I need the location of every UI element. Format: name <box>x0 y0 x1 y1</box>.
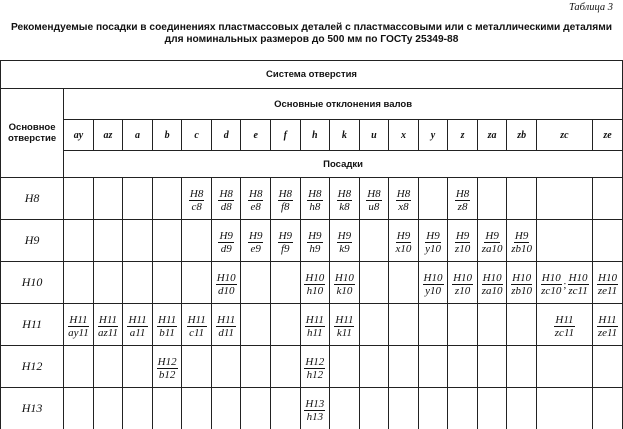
fit-fraction <box>67 314 90 339</box>
fit-cell <box>536 220 592 262</box>
fit-shaft: u8 <box>367 201 380 213</box>
fit-fraction <box>216 314 236 339</box>
fit-cell <box>300 262 330 304</box>
fit-shaft: x8 <box>397 201 409 213</box>
fit-cell <box>64 346 94 388</box>
fit-cell <box>448 262 478 304</box>
fit-cell <box>182 220 212 262</box>
fit-cell <box>536 304 592 346</box>
fit-hole: H8 <box>366 188 381 201</box>
fit-fraction <box>452 272 473 297</box>
fit-fraction <box>424 230 442 255</box>
fit-shaft: k8 <box>338 201 350 213</box>
fit-cell <box>241 388 271 429</box>
fit-cell <box>300 178 330 220</box>
table-row <box>1 346 623 388</box>
fit-fraction <box>540 272 562 297</box>
fit-shaft: z10 <box>454 243 471 255</box>
fit-cell <box>241 304 271 346</box>
fit-shaft: h9 <box>308 243 321 255</box>
fit-cell <box>271 388 301 429</box>
fit-cell <box>507 178 537 220</box>
fit-fraction <box>510 230 533 255</box>
shaft-letter-ze: ze <box>592 120 622 151</box>
fit-shaft: d10 <box>217 285 236 297</box>
shaft-letter-az: az <box>93 120 123 151</box>
fit-shaft: ze11 <box>597 285 618 297</box>
fit-shaft: zc11 <box>567 285 588 297</box>
fit-cell <box>536 388 592 429</box>
shaft-letter-h: h <box>300 120 330 151</box>
fit-cell <box>389 388 419 429</box>
fit-shaft: f9 <box>280 243 291 255</box>
fit-cell <box>300 346 330 388</box>
fit-fraction <box>157 356 178 381</box>
fit-cell <box>271 304 301 346</box>
fit-cell <box>182 304 212 346</box>
fit-hole: H10 <box>541 272 562 285</box>
table-row <box>1 220 623 262</box>
fit-hole: H10 <box>568 272 589 285</box>
fit-fraction <box>218 230 233 255</box>
fit-fraction <box>305 314 325 339</box>
hole-label: H11 <box>1 304 64 346</box>
fit-shaft: h8 <box>308 201 321 213</box>
shaft-letter-d: d <box>211 120 241 151</box>
fit-cell <box>592 388 622 429</box>
fit-fraction <box>278 188 293 213</box>
shaft-letter-ay: ay <box>64 120 94 151</box>
fit-shaft: e8 <box>250 201 262 213</box>
fit-cell <box>448 178 478 220</box>
fit-fraction <box>189 188 204 213</box>
shaft-letter-x: x <box>389 120 419 151</box>
fit-shaft: zb10 <box>510 243 533 255</box>
fit-hole: H8 <box>248 188 263 201</box>
fit-hole: H10 <box>334 272 355 285</box>
fit-cell <box>389 304 419 346</box>
fit-shaft: b12 <box>158 369 177 381</box>
fit-hole: H11 <box>68 314 88 327</box>
fit-cell <box>330 178 360 220</box>
fit-hole: H9 <box>337 230 352 243</box>
fit-fraction <box>334 314 354 339</box>
fit-cell <box>93 220 123 262</box>
fit-hole: H9 <box>455 230 470 243</box>
fit-cell: $\frac{H10}{zc10}$ ; $\frac{H10}{zc11}$ <box>536 262 592 304</box>
fit-fraction <box>396 188 411 213</box>
fit-hole: H8 <box>218 188 233 201</box>
fit-cell <box>592 262 622 304</box>
hole-label: H12 <box>1 346 64 388</box>
fit-cell <box>93 388 123 429</box>
fit-cell <box>448 346 478 388</box>
fit-shaft: h11 <box>306 327 324 339</box>
fit-shaft: x10 <box>395 243 413 255</box>
table-title-line-2: для номинальных размеров до 500 мм по ГОСТу 25349-88 <box>0 34 623 46</box>
fit-hole: H9 <box>307 230 322 243</box>
fit-cell <box>241 346 271 388</box>
fit-fraction <box>510 272 533 297</box>
fit-cell <box>389 262 419 304</box>
fit-cell <box>536 346 592 388</box>
fit-cell <box>152 262 182 304</box>
fits-table <box>0 60 623 429</box>
fit-cell <box>211 178 241 220</box>
fit-cell <box>477 178 507 220</box>
fit-shaft: k11 <box>336 327 353 339</box>
fit-cell <box>359 178 389 220</box>
shaft-letter-zb: zb <box>507 120 537 151</box>
fit-hole: H11 <box>216 314 236 327</box>
fit-shaft: z8 <box>457 201 469 213</box>
fit-fraction <box>423 272 444 297</box>
fit-cell <box>300 304 330 346</box>
fit-cell <box>359 388 389 429</box>
fit-cell <box>592 220 622 262</box>
fit-cell <box>93 304 123 346</box>
deviations-header: Основные отклонения валов <box>64 89 623 120</box>
fit-cell <box>152 388 182 429</box>
fit-hole: H10 <box>452 272 473 285</box>
fit-hole: H9 <box>425 230 440 243</box>
base-hole-header: Основное отверстие <box>1 89 64 178</box>
fit-cell <box>507 388 537 429</box>
fit-hole: H11 <box>157 314 177 327</box>
fit-fraction <box>304 398 325 423</box>
fit-shaft: d8 <box>220 201 233 213</box>
fit-cell <box>330 262 360 304</box>
fit-fraction <box>554 314 575 339</box>
fit-cell <box>418 388 448 429</box>
fit-cell <box>507 262 537 304</box>
fit-cell <box>418 220 448 262</box>
fit-fraction <box>278 230 293 255</box>
fit-cell <box>123 304 153 346</box>
fit-hole: H11 <box>334 314 354 327</box>
fit-cell <box>271 346 301 388</box>
fit-hole: H11 <box>597 314 617 327</box>
hole-label: H13 <box>1 388 64 429</box>
fit-hole: H10 <box>423 272 444 285</box>
shaft-letter-a: a <box>123 120 153 151</box>
fit-cell <box>592 178 622 220</box>
fit-cell <box>64 388 94 429</box>
fit-cell <box>182 388 212 429</box>
fit-cell <box>477 262 507 304</box>
fit-hole: H13 <box>304 398 325 411</box>
fit-cell <box>152 220 182 262</box>
fit-hole: H8 <box>455 188 470 201</box>
fit-cell <box>507 346 537 388</box>
fit-shaft: e9 <box>250 243 262 255</box>
fit-hole: H11 <box>554 314 574 327</box>
fit-shaft: za10 <box>481 243 504 255</box>
fit-shaft: zb10 <box>510 285 533 297</box>
fit-cell <box>389 220 419 262</box>
fit-fraction <box>304 272 325 297</box>
shaft-letters-row <box>1 120 623 151</box>
fit-shaft: y10 <box>424 243 442 255</box>
fit-shaft: f8 <box>280 201 291 213</box>
fit-fraction <box>248 188 263 213</box>
hole-label: H8 <box>1 178 64 220</box>
fit-shaft: za10 <box>481 285 504 297</box>
table-row <box>1 304 623 346</box>
fit-cell <box>123 388 153 429</box>
fit-fraction <box>481 230 504 255</box>
fit-fraction <box>597 314 618 339</box>
fit-shaft: az11 <box>97 327 119 339</box>
fits-header: Посадки <box>64 151 623 178</box>
fit-cell <box>418 262 448 304</box>
fit-cell <box>64 220 94 262</box>
fit-hole: H11 <box>187 314 207 327</box>
fit-cell <box>241 262 271 304</box>
fit-cell <box>359 262 389 304</box>
fit-cell <box>211 220 241 262</box>
fit-cell <box>477 346 507 388</box>
fit-fraction <box>395 230 413 255</box>
fit-cell <box>507 304 537 346</box>
fit-fraction <box>567 272 588 297</box>
fit-fraction <box>334 272 355 297</box>
fit-cell <box>182 178 212 220</box>
fit-shaft: z10 <box>454 285 471 297</box>
fit-cell <box>448 388 478 429</box>
fit-shaft: h10 <box>306 285 325 297</box>
fit-hole: H12 <box>157 356 178 369</box>
fit-fraction <box>337 230 352 255</box>
fit-hole: H11 <box>305 314 325 327</box>
fit-fraction <box>337 188 352 213</box>
fit-cell <box>152 304 182 346</box>
fit-fraction <box>366 188 381 213</box>
fit-cell <box>389 178 419 220</box>
table-row <box>1 262 623 304</box>
hole-label: H9 <box>1 220 64 262</box>
fit-shaft: zc11 <box>554 327 575 339</box>
fit-hole: H9 <box>396 230 411 243</box>
fit-cell <box>241 178 271 220</box>
fit-cell <box>330 346 360 388</box>
fit-cell <box>182 262 212 304</box>
fit-fraction <box>248 230 263 255</box>
fit-shaft: a11 <box>129 327 147 339</box>
system-header: Система отверстия <box>1 61 623 89</box>
fit-fraction <box>218 188 233 213</box>
fit-fraction <box>187 314 207 339</box>
fit-cell <box>418 304 448 346</box>
fit-fraction <box>127 314 147 339</box>
fit-fraction <box>216 272 237 297</box>
fit-cell <box>123 220 153 262</box>
fit-cell <box>592 346 622 388</box>
fit-fraction <box>157 314 177 339</box>
fit-cell <box>448 220 478 262</box>
fit-shaft: b11 <box>158 327 176 339</box>
fit-fraction <box>97 314 119 339</box>
fit-cell <box>300 220 330 262</box>
fit-hole: H10 <box>482 272 503 285</box>
fit-cell <box>477 304 507 346</box>
table-title-line-1: Рекомендуемые посадки в соединениях пластмассовых деталей с пластмассовыми или с металлическими деталями <box>0 22 623 34</box>
fit-fraction <box>597 272 618 297</box>
shaft-letter-b: b <box>152 120 182 151</box>
fit-shaft: y10 <box>424 285 442 297</box>
fit-cell <box>418 178 448 220</box>
fit-shaft: h12 <box>306 369 325 381</box>
fit-hole: H12 <box>304 356 325 369</box>
fit-cell <box>448 304 478 346</box>
fit-cell <box>418 346 448 388</box>
fit-fraction <box>307 188 322 213</box>
fit-hole: H9 <box>484 230 499 243</box>
fit-shaft: c11 <box>188 327 205 339</box>
fit-cell <box>477 220 507 262</box>
fit-shaft: c8 <box>190 201 202 213</box>
fit-cell <box>211 304 241 346</box>
shaft-letter-e: e <box>241 120 271 151</box>
fit-hole: H8 <box>189 188 204 201</box>
fit-cell <box>64 178 94 220</box>
fit-hole: H10 <box>511 272 532 285</box>
fit-cell <box>536 178 592 220</box>
fit-cell <box>211 262 241 304</box>
fit-cell <box>330 220 360 262</box>
fit-cell <box>123 346 153 388</box>
fit-hole: H11 <box>98 314 118 327</box>
fit-hole: H8 <box>396 188 411 201</box>
fit-cell <box>211 346 241 388</box>
fit-cell <box>477 388 507 429</box>
fit-hole: H8 <box>307 188 322 201</box>
shaft-letter-za: za <box>477 120 507 151</box>
fit-hole: H9 <box>248 230 263 243</box>
fit-hole: H9 <box>218 230 233 243</box>
fit-shaft: d9 <box>220 243 233 255</box>
shaft-letter-z: z <box>448 120 478 151</box>
shaft-letter-u: u <box>359 120 389 151</box>
fit-cell <box>241 220 271 262</box>
fit-cell <box>271 220 301 262</box>
fit-hole: H11 <box>127 314 147 327</box>
fit-cell <box>152 346 182 388</box>
table-number: Таблица 3 <box>569 2 613 13</box>
fit-cell <box>359 304 389 346</box>
table-row <box>1 388 623 429</box>
shaft-letter-f: f <box>271 120 301 151</box>
fit-shaft: h13 <box>306 411 325 423</box>
shaft-letter-y: y <box>418 120 448 151</box>
fit-cell <box>152 178 182 220</box>
fit-cell <box>271 262 301 304</box>
fit-fraction <box>307 230 322 255</box>
fit-fraction <box>304 356 325 381</box>
fit-cell <box>359 346 389 388</box>
fit-cell <box>507 220 537 262</box>
fit-shaft: k9 <box>338 243 350 255</box>
fit-hole: H9 <box>514 230 529 243</box>
fit-shaft: ze11 <box>597 327 618 339</box>
fit-hole: H10 <box>216 272 237 285</box>
fit-cell <box>93 346 123 388</box>
fit-cell <box>300 388 330 429</box>
fit-fraction <box>455 188 470 213</box>
fit-shaft: d11 <box>217 327 235 339</box>
fit-cell <box>93 262 123 304</box>
fit-cell <box>359 220 389 262</box>
fit-cell <box>123 178 153 220</box>
fit-cell <box>211 388 241 429</box>
fit-fraction <box>454 230 471 255</box>
fit-shaft: k10 <box>335 285 353 297</box>
fit-fraction <box>481 272 504 297</box>
fit-cell <box>123 262 153 304</box>
fit-cell <box>182 346 212 388</box>
hole-label: H10 <box>1 262 64 304</box>
fit-cell <box>271 178 301 220</box>
fit-shaft: zc10 <box>540 285 562 297</box>
fit-hole: H8 <box>278 188 293 201</box>
table-row <box>1 178 623 220</box>
fit-hole: H10 <box>597 272 618 285</box>
shaft-letter-k: k <box>330 120 360 151</box>
fit-hole: H8 <box>337 188 352 201</box>
fit-hole: H9 <box>278 230 293 243</box>
fit-cell <box>389 346 419 388</box>
fit-cell <box>330 388 360 429</box>
fit-cell <box>93 178 123 220</box>
fit-cell <box>64 262 94 304</box>
fit-shaft: ay11 <box>67 327 90 339</box>
shaft-letter-zc: zc <box>536 120 592 151</box>
fit-cell <box>330 304 360 346</box>
fit-hole: H10 <box>304 272 325 285</box>
fit-cell <box>64 304 94 346</box>
shaft-letter-c: c <box>182 120 212 151</box>
fit-cell <box>592 304 622 346</box>
